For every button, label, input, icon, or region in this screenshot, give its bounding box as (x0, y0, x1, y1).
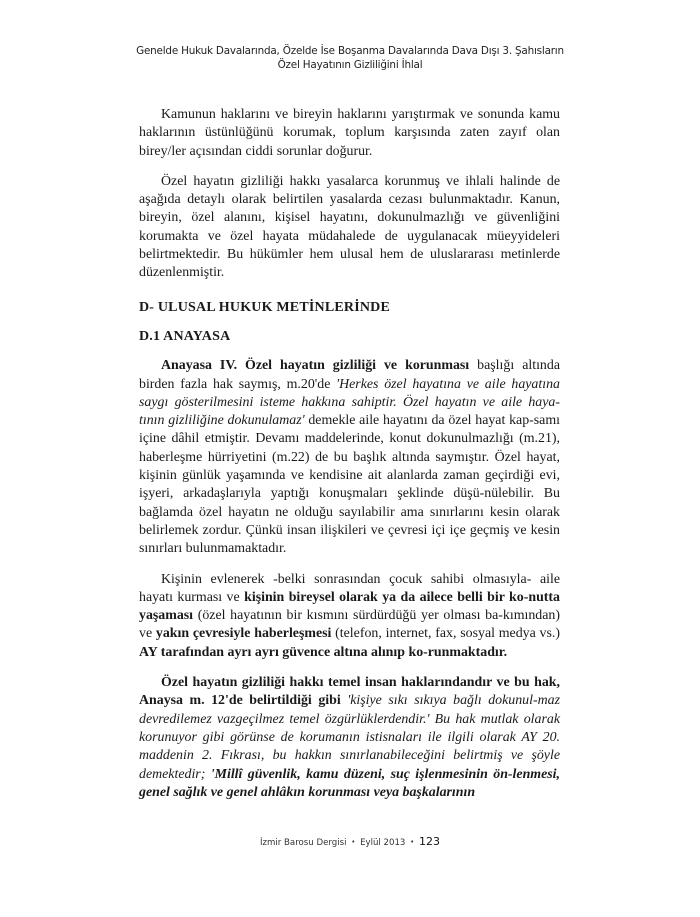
paragraph-5 (139, 674, 560, 802)
paragraph-3-text-2: demekle aile hayatını da özel hayat kap-samı içine dâhil etmiştir. Devamı maddelerinde, konut dokunulmazlığı (m.21), haberleşme hürriyetini (m.22) de bu başlık altında saymıştır. Özel hayat, kişinin günlük yaşamında ve kendisine ait alanlarda zaman geçirdiği evi, işyeri, arkadaşlarıyla yaptığı konuşmaları şeklinde düşü-nülebilir. Bu bağlamda özel hayatın ne olduğu sayılabilir ama sınırlarını kesin olarak belirlemek zordur. Çünkü insan ilişkileri ve çevresi içi içe geçmiş ve kesin sınırları bulunmamaktadır. (139, 413, 560, 557)
paragraph-4 (139, 571, 560, 662)
page-footer (0, 835, 700, 848)
paragraph-5-bold-quote: 'Millî güvenlik, kamu düzeni, suç işlenmesinin ön-lenmesi, genel sağlık ve genel ahlâkın korunması veya başkalarının (139, 766, 560, 800)
paragraph-4-text-1: Kişinin evlenerek -belki sonrasından çocuk sahibi olmasıyla- aile hayatı kurması ve (139, 571, 560, 605)
footer-separator: • (351, 838, 356, 846)
paragraph-1: Kamunun haklarını ve bireyin haklarını yarıştırmak ve sonunda kamu haklarının üstünlüğünü korumak, toplum karşısında zaten zayıf olan birey/ler açısından ciddi sorunlar doğurur. (139, 107, 560, 159)
paragraph-3 (139, 357, 560, 558)
paragraph-4-bold-3: AY tarafından ayrı ayrı güvence altına alınıp ko-runmaktadır. (139, 644, 508, 660)
paragraph-4-text-2: (özel hayatının bir kısmını sürdürdüğü yer olması ba-kımından) ve (139, 608, 560, 642)
paragraph-4-text-3: (telefon, internet, fax, sosyal medya vs.) (331, 626, 560, 642)
paragraph-3-text-1: başlığı altında birden fazla hak saymış, m.20'de (139, 358, 560, 392)
article-body (139, 106, 560, 814)
footer-date: Eylül 2013 (360, 838, 406, 848)
paragraph-3-bold-lead: Anayasa IV. Özel hayatın gizliliği ve korunması (161, 358, 470, 374)
paragraph-2: Özel hayatın gizliliği hakkı yasalarca korunmuş ve ihlali halinde de aşağıda detaylı olarak belirtilen yasalarda cezası bulunmaktadır. Kanun, bireyin, özel alanını, kişisel hayatını, dokunulmazlığı ve güvenliğini korumakta ve özel hayata müdahalede de uygulanacak müeyyideleri belirtmektedir. Bu hükümler hem ulusal hem de uluslararası metinlerde düzenlenmiştir. (139, 173, 560, 281)
footer-separator-2: • (410, 838, 415, 846)
section-heading-d1: D.1 ANAYASA (139, 328, 231, 344)
page-number: 123 (419, 835, 441, 848)
paragraph-3-quote: 'Herkes özel hayatına ve aile hayatına saygı gösterilmesini isteme hakkına sahiptir. Özel hayatın ve aile haya-tının gizliliğine dokunulamaz' (139, 376, 560, 429)
paragraph-4-bold-2: yakın çevresiyle haberleşmesi (155, 626, 332, 642)
paragraph-5-quote: 'kişiye sıkı sıkıya bağlı dokunul-maz devredilemez vazgeçilmez temel özgürlüklerdendir.' Bu hak mutlak olarak korunuyor gibi görünse de korumanın istisnaları ile ilgili olarak AY 20. maddenin 2. Fıkrası, bu hakkın sınırlanabileceğini belirtmiş ve şöyle demektedir; (139, 693, 560, 782)
paragraph-5-bold-lead: Özel hayatın gizliliği hakkı temel insan haklarındandır ve bu hak, Anaysa m. 12'de belirtildiği gibi (139, 675, 560, 709)
paragraph-4-bold-1: kişinin bireysel olarak ya da ailece belli bir ko-nutta yaşaması (139, 589, 560, 624)
running-header-line-2: Özel Hayatının Gizliliğini İhlal (277, 59, 423, 71)
section-heading-d: D- ULUSAL HUKUK METİNLERİNDE (139, 299, 391, 315)
footer-journal-name: İzmir Barosu Dergisi (259, 838, 347, 848)
running-header (100, 44, 600, 72)
running-header-line-1: Genelde Hukuk Davalarında, Özelde İse Boşanma Davalarında Dava Dışı 3. Şahısların (136, 45, 564, 57)
